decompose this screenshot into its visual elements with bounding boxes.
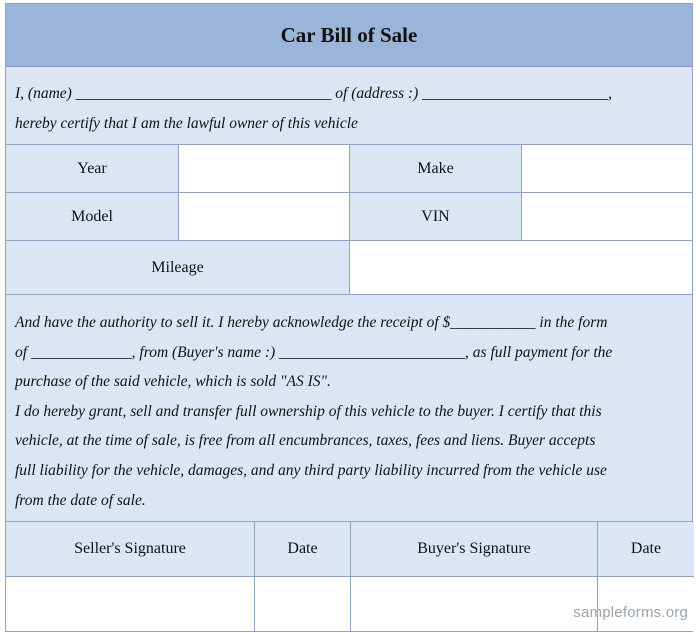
seller-date-field[interactable] bbox=[255, 577, 351, 631]
terms-line-2: of _____________, from (Buyer's name :) ________________________, as full payment for the bbox=[15, 343, 613, 361]
year-label: Year bbox=[6, 145, 179, 193]
terms-line-1: And have the authority to sell it. I hereby acknowledge the receipt of $___________ in the form bbox=[15, 314, 608, 331]
terms-line-6: full liability for the vehicle, damages, and any third party liability incurred from the vehicle use bbox=[15, 461, 607, 479]
mileage-field[interactable] bbox=[350, 241, 692, 295]
intro-line-1: I, (name) _________________________________ of (address :) ________________________, bbox=[15, 85, 612, 102]
buyer-signature-field[interactable] bbox=[351, 577, 598, 631]
buyer-date-label: Date bbox=[598, 522, 694, 577]
watermark: sampleforms.org bbox=[573, 604, 688, 621]
vin-label: VIN bbox=[350, 193, 522, 241]
vin-field[interactable] bbox=[522, 193, 692, 241]
form-title: Car Bill of Sale bbox=[6, 4, 692, 67]
make-label: Make bbox=[350, 145, 522, 193]
buyer-signature-label: Buyer's Signature bbox=[351, 522, 598, 577]
terms-line-5: vehicle, at the time of sale, is free from all encumbrances, taxes, fees and liens. Buyer accepts bbox=[15, 432, 596, 450]
seller-signature-label: Seller's Signature bbox=[6, 522, 255, 577]
terms-section bbox=[6, 295, 692, 522]
vehicle-details-table bbox=[6, 145, 692, 295]
intro-line-2: hereby certify that I am the lawful owner of this vehicle bbox=[15, 115, 358, 132]
year-field[interactable] bbox=[179, 145, 350, 193]
seller-signature-field[interactable] bbox=[6, 577, 255, 631]
terms-line-7: from the date of sale. bbox=[15, 491, 146, 509]
make-field[interactable] bbox=[522, 145, 692, 193]
mileage-label: Mileage bbox=[6, 241, 350, 295]
bill-of-sale-form bbox=[5, 3, 693, 632]
seller-date-label: Date bbox=[255, 522, 351, 577]
terms-line-4: I do hereby grant, sell and transfer full ownership of this vehicle to the buyer. I certify that this bbox=[15, 402, 602, 420]
intro-section bbox=[6, 67, 692, 145]
terms-line-3: purchase of the said vehicle, which is sold "AS IS". bbox=[15, 373, 331, 391]
model-field[interactable] bbox=[179, 193, 350, 241]
model-label: Model bbox=[6, 193, 179, 241]
